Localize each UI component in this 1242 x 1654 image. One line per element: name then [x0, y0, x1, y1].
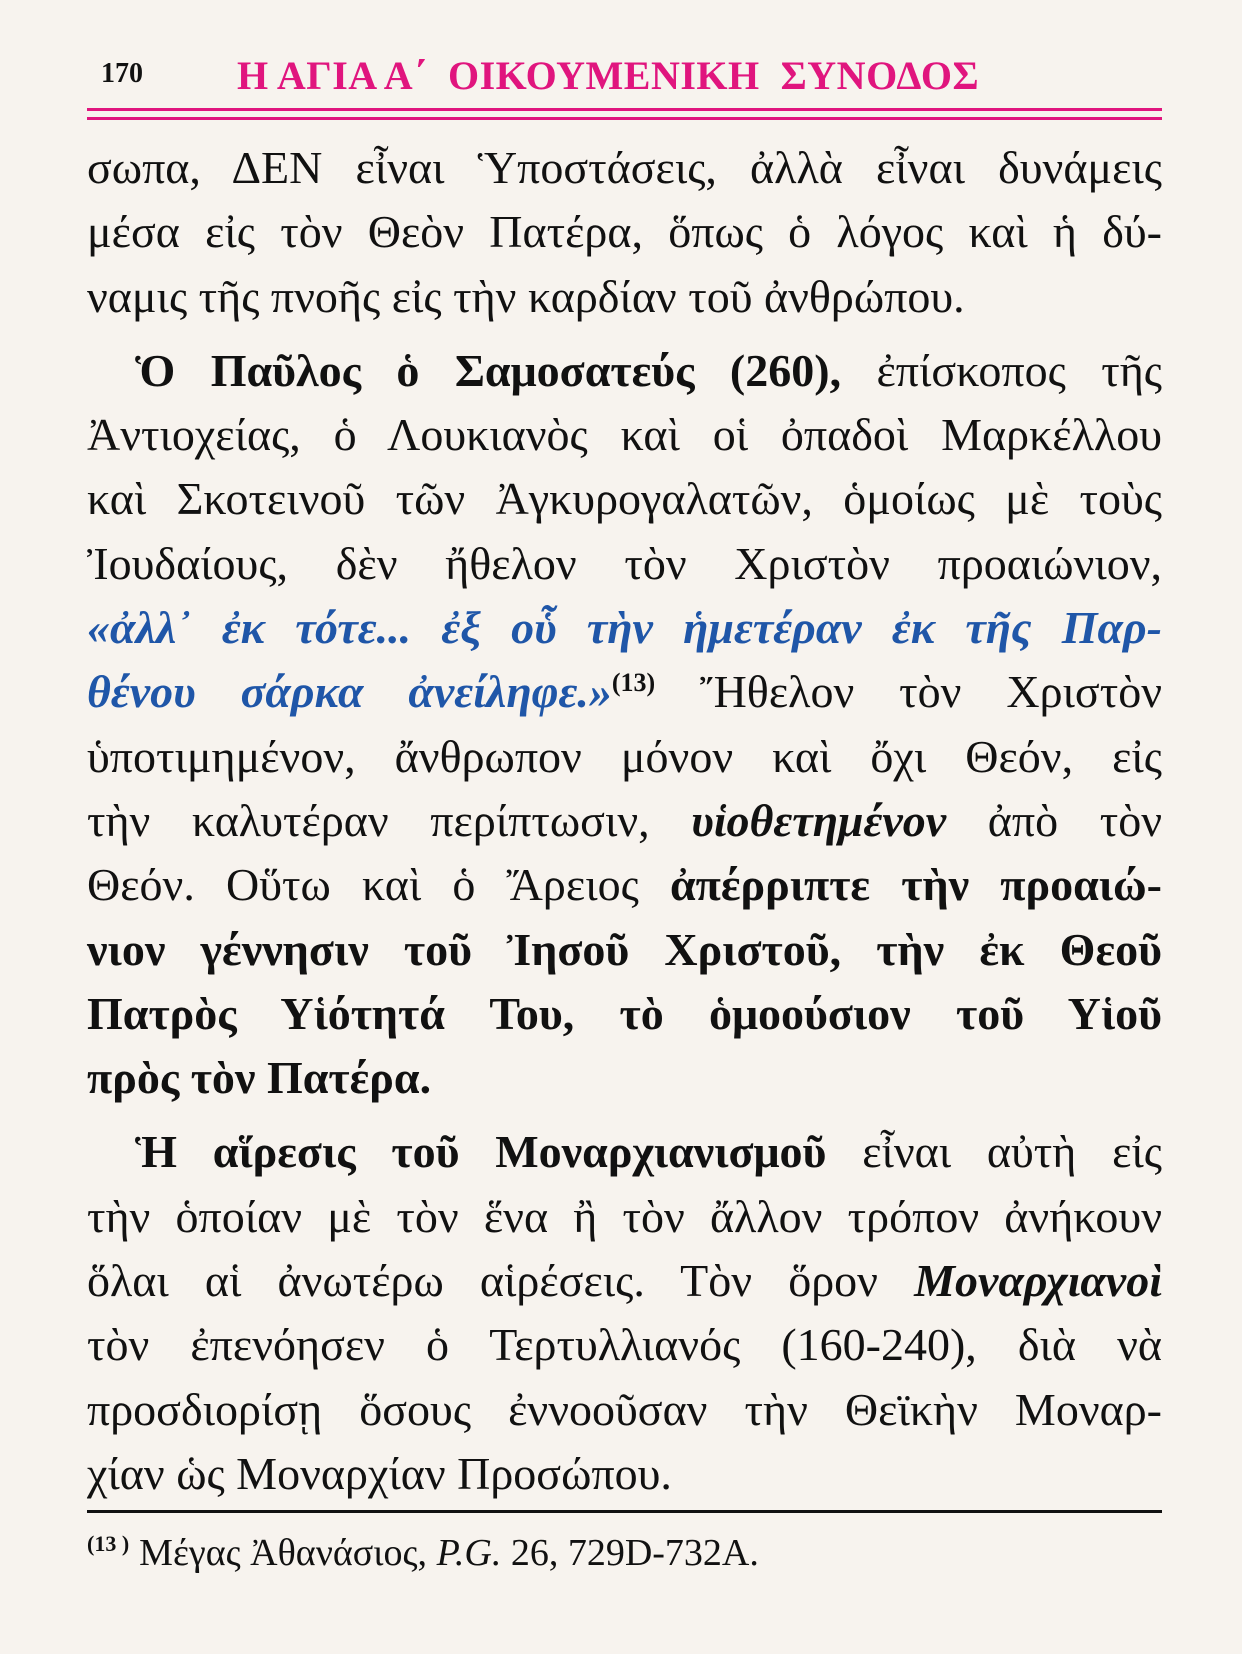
text-line: σωπα, ΔΕΝ εἶναι Ὑποστάσεις, ἀλλὰ εἶναι δυνάμεις: [87, 142, 1162, 193]
text-line: χίαν ὡς Μοναρχίαν Προσώπου.: [87, 1447, 672, 1499]
text-line: Ἰουδαίους, δὲν ἤθελον τὸν Χριστὸν προαιώνιον,: [87, 537, 1162, 589]
page-number: 170: [101, 58, 143, 89]
footnote-mark: (13 ): [87, 1531, 130, 1556]
text-line: μέσα εἰς τὸν Θεὸν Πατέρα, ὅπως ὁ λόγος καὶ ἡ δύ-: [87, 206, 1162, 258]
text-line: ὑποτιμημένον, ἄνθρωπον μόνον καὶ ὄχι Θεόν, εἰς: [87, 730, 1162, 782]
running-title: Η ΑΓΙΑ Α΄ ΟΙΚΟΥΜΕΝΙΚΗ ΣΥΝΟΔΟΣ: [237, 53, 980, 98]
text-line: τὸν ἐπενόησεν ὁ Τερτυλλιανός (160-240), διὰ νὰ: [87, 1319, 1162, 1371]
footnote-work: P.G.: [436, 1532, 502, 1574]
bold-term: Ὁ Παῦλος ὁ Σαμοσατεύς (260),: [135, 344, 842, 396]
footnote-author: Μέγας Ἀθανάσιος,: [139, 1532, 437, 1574]
text-line: Ἡ αἵρεσις τοῦ Μοναρχιανισμοῦ εἶναι αὐτὴ εἰς: [135, 1126, 1162, 1178]
text-line: Ὁ Παῦλος ὁ Σαμοσατεύς (260), ἐπίσκοπος τῆς: [135, 344, 1162, 396]
emphasis: υἱοθετημένον: [691, 794, 947, 846]
footnote-reference: (13): [611, 668, 656, 698]
text-line: [87, 596, 1162, 660]
text-line: τὴν ὁποίαν μὲ τὸν ἕνα ἢ τὸν ἄλλον τρόπον ἀνήκουν: [87, 1190, 1162, 1242]
quotation: θένου σάρκα ἀνείληφε.»: [87, 666, 612, 718]
text-line: Ἀντιοχείας, ὁ Λουκιανὸς καὶ οἱ ὀπαδοὶ Μαρκέλλου: [87, 409, 1162, 461]
emphasis: Μοναρχιανοὶ: [914, 1255, 1162, 1307]
bold-text: ἀπέρριπτε τὴν προαιώ-: [669, 859, 1162, 911]
text-line: νιον γέννησιν τοῦ Ἰησοῦ Χριστοῦ, τὴν ἐκ Θεοῦ: [87, 923, 1162, 975]
running-header: [87, 52, 1162, 102]
footnote-location: 26, 729D-732A.: [501, 1532, 759, 1574]
header-rule-bottom: [87, 117, 1162, 120]
text-line: πρὸς τὸν Πατέρα.: [87, 1052, 432, 1104]
text-line: Πατρὸς Υἱότητά Του, τὸ ὁμοούσιον τοῦ Υἱοῦ: [87, 987, 1162, 1039]
text-line: προσδιορίσῃ ὅσους ἐννοοῦσαν τὴν Θεϊκὴν Μοναρ-: [87, 1383, 1162, 1435]
header-rule-top: [87, 108, 1162, 111]
text-line: ὅλαι αἱ ἀνωτέρω αἱρέσεις. Τὸν ὅρον Μοναρχιανοὶ: [87, 1255, 1162, 1307]
bold-term: Ἡ αἵρεσις τοῦ Μοναρχιανισμοῦ: [135, 1126, 827, 1178]
text-line: ναμις τῆς πνοῆς εἰς τὴν καρδίαν τοῦ ἀνθρώπου.: [87, 270, 965, 322]
text-line: Θεόν. Οὕτω καὶ ὁ Ἄρειος ἀπέρριπτε τὴν προαιώ-: [87, 859, 1162, 911]
text-line: καὶ Σκοτεινοῦ τῶν Ἀγκυρογαλατῶν, ὁμοίως μὲ τοὺς: [87, 473, 1162, 525]
text-line: θένου σάρκα ἀνείληφε.»$^{(13)}$ Ἤθελον τὸν Χριστὸν: [87, 666, 1162, 718]
text-line: τὴν καλυτέραν περίπτωσιν, υἱοθετημένον ἀπὸ τὸν: [87, 794, 1163, 846]
footnote-rule: [87, 1510, 1162, 1513]
footnote: [87, 1530, 1162, 1576]
body-text: [87, 136, 1162, 1506]
quotation: «ἀλλ᾽ ἐκ τότε... ἐξ οὗ τὴν ἡμετέραν ἐκ τῆς Παρ-: [87, 602, 1162, 654]
